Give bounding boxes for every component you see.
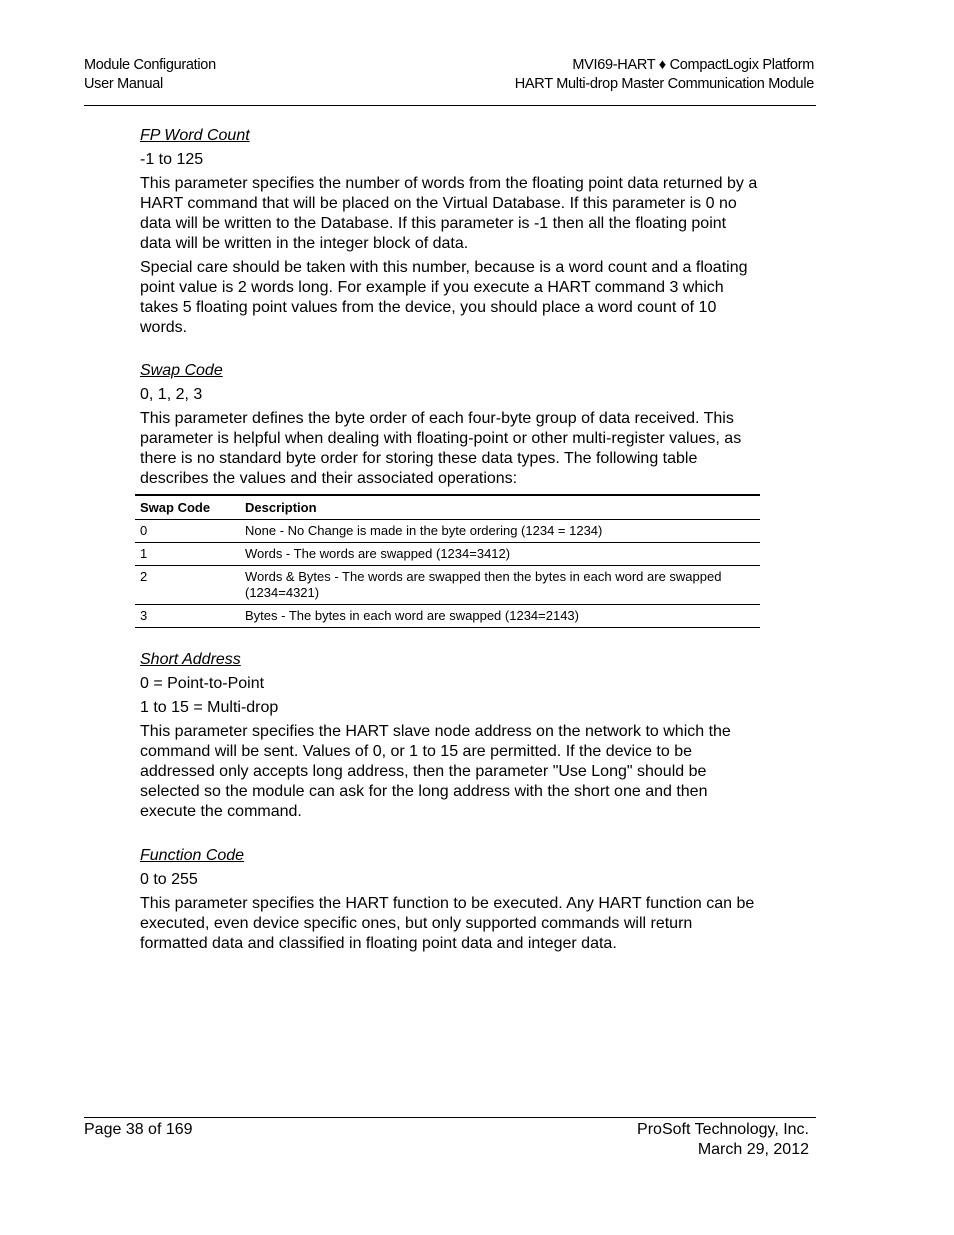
- swap-code-cell: 3: [135, 605, 240, 628]
- header-right: [515, 56, 814, 94]
- table-row: [135, 543, 760, 566]
- description-cell: Bytes - The bytes in each word are swapped (1234=2143): [240, 605, 760, 628]
- footer-divider: [84, 1117, 816, 1118]
- company-name: ProSoft Technology, Inc.: [637, 1121, 809, 1138]
- section-paragraph: This parameter specifies the number of words from the floating point data returned by a HART command that will be placed on the Virtual Database. If this parameter is 0 no data will be written to the Database. If this parameter is -1 then all the floating point data will be written in the integer block of data.: [140, 175, 758, 252]
- page-number: Page 38 of 169: [84, 1121, 193, 1138]
- swap-code-table: [135, 494, 760, 628]
- header-section-name: Module Configuration: [84, 57, 216, 73]
- footer-right: [637, 1120, 809, 1160]
- section-paragraph: Special care should be taken with this number, because is a word count and a floating point value is 2 words long. For example if you execute a HART command 3 which takes 5 floating point values from the device, you should place a word count of 10 words.: [140, 259, 748, 336]
- column-header-swap-code: Swap Code: [135, 495, 240, 520]
- section-fp-word-count: [140, 126, 760, 342]
- section-short-address: [140, 650, 760, 826]
- section-range: 0, 1, 2, 3: [140, 386, 203, 403]
- section-paragraph: This parameter specifies the HART slave node address on the network to which the command will be sent. Values of 0, or 1 to 15 are permitted. If the device to be addressed only accepts long address, then the parameter "Use Long" should be selected so the module can ask for the long address with the short one and then execute the command.: [140, 723, 731, 820]
- table-row: [135, 520, 760, 543]
- header-product: MVI69-HART ♦ CompactLogix Platform: [572, 57, 814, 73]
- section-range: -1 to 125: [140, 151, 204, 168]
- section-title: Short Address: [140, 651, 241, 668]
- section-title: FP Word Count: [140, 127, 250, 144]
- header-doc-type: User Manual: [84, 76, 163, 92]
- column-header-description: Description: [240, 495, 760, 520]
- swap-code-cell: 1: [135, 543, 240, 566]
- section-title: Swap Code: [140, 362, 223, 379]
- section-paragraph: This parameter specifies the HART function to be executed. Any HART function can be executed, even device specific ones, but only supported commands will return formatted data and classified in floating point data and integer data.: [140, 895, 755, 952]
- header-left: [84, 56, 216, 94]
- section-paragraph: This parameter defines the byte order of each four-byte group of data received. This parameter is helpful when dealing with floating-point or other multi-register values, as there is no standard byte order for storing these data types. The following table describes the values and their associated operations:: [140, 410, 742, 487]
- section-swap-code: [140, 361, 760, 493]
- table-row: [135, 566, 760, 605]
- header-module: HART Multi-drop Master Communication Module: [514, 76, 814, 92]
- table-header-row: [135, 495, 760, 520]
- swap-code-cell: 2: [135, 566, 240, 605]
- section-range: 1 to 15 = Multi-drop: [140, 699, 279, 716]
- section-title: Function Code: [140, 847, 245, 864]
- description-cell: None - No Change is made in the byte ordering (1234 = 1234): [240, 520, 760, 543]
- section-range: 0 = Point-to-Point: [140, 675, 265, 692]
- publication-date: March 29, 2012: [697, 1141, 809, 1158]
- header-divider: [84, 105, 816, 106]
- section-range: 0 to 255: [140, 871, 198, 888]
- description-cell: Words & Bytes - The words are swapped then the bytes in each word are swapped (1234=4321): [240, 566, 760, 605]
- section-function-code: [140, 846, 760, 958]
- table-row: [135, 605, 760, 628]
- description-cell: Words - The words are swapped (1234=3412): [240, 543, 760, 566]
- swap-code-cell: 0: [135, 520, 240, 543]
